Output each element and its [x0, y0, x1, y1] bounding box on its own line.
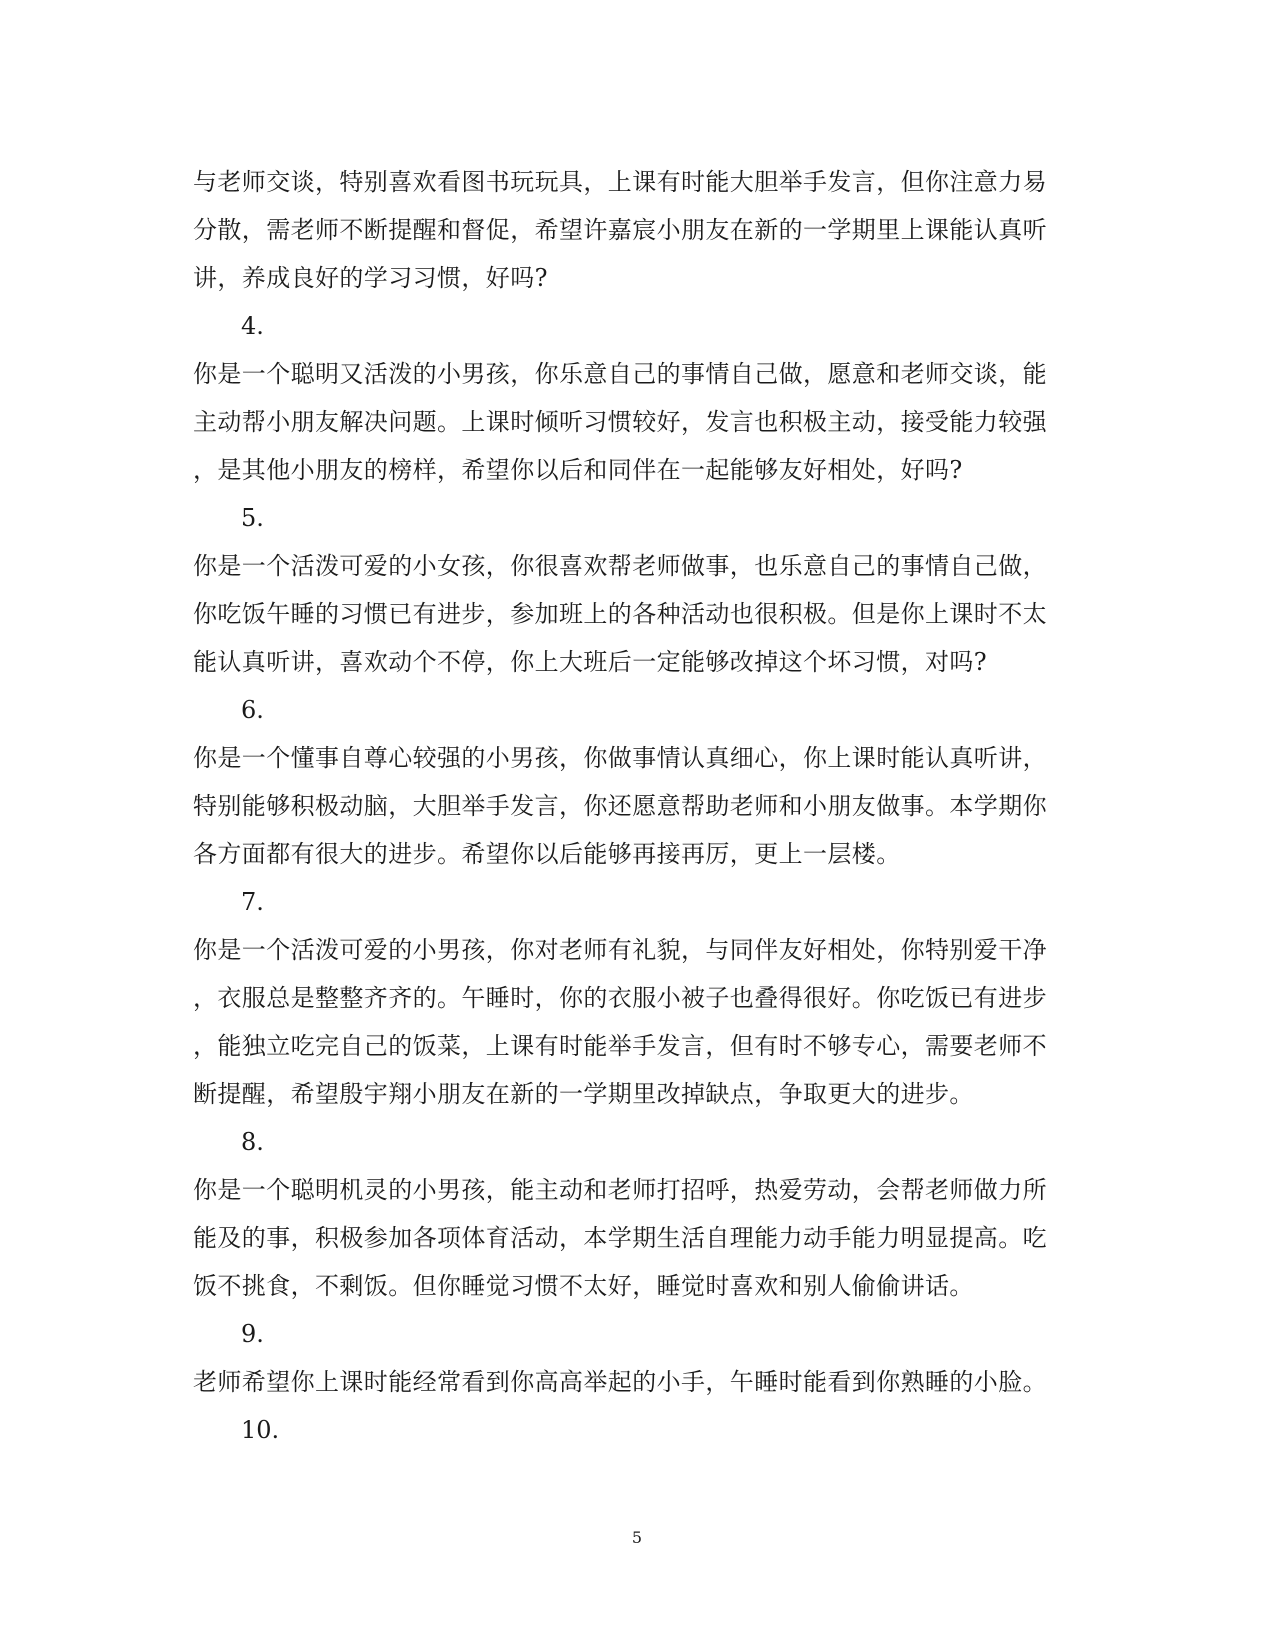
paragraph-line: ，能独立吃完自己的饭菜，上课有时能举手发言，但有时不够专心，需要老师不 [193, 1032, 1047, 1060]
item-number: 8. [241, 1128, 264, 1156]
item-number: 9. [241, 1320, 264, 1348]
paragraph-line: 你是一个懂事自尊心较强的小男孩，你做事情认真细心，你上课时能认真听讲， [193, 744, 1047, 772]
paragraph-line: 主动帮小朋友解决问题。上课时倾听习惯较好，发言也积极主动，接受能力较强 [193, 408, 1047, 436]
paragraph-line: 老师希望你上课时能经常看到你高高举起的小手，午睡时能看到你熟睡的小脸。 [193, 1368, 1047, 1396]
paragraph-line: 你是一个活泼可爱的小男孩，你对老师有礼貌，与同伴友好相处，你特别爱干净 [193, 936, 1047, 964]
paragraph-line: 你是一个活泼可爱的小女孩，你很喜欢帮老师做事，也乐意自己的事情自己做， [193, 552, 1047, 580]
paragraph-line: 断提醒，希望殷宇翔小朋友在新的一学期里改掉缺点，争取更大的进步。 [193, 1080, 974, 1108]
paragraph-line: 饭不挑食，不剩饭。但你睡觉习惯不太好，睡觉时喜欢和别人偷偷讲话。 [193, 1272, 974, 1300]
document-body [193, 158, 1073, 1454]
item-number: 4. [241, 312, 264, 340]
paragraph-line: 你是一个聪明机灵的小男孩，能主动和老师打招呼，热爱劳动，会帮老师做力所 [193, 1176, 1047, 1204]
paragraph-line: 能及的事，积极参加各项体育活动，本学期生活自理能力动手能力明显提高。吃 [193, 1224, 1047, 1252]
paragraph-line: 你吃饭午睡的习惯已有进步，参加班上的各种活动也很积极。但是你上课时不太 [193, 600, 1047, 628]
item-number: 10. [241, 1416, 280, 1444]
item-number: 7. [241, 888, 264, 916]
page-number: 5 [631, 1528, 643, 1547]
paragraph-line: 与老师交谈，特别喜欢看图书玩玩具，上课有时能大胆举手发言，但你注意力易 [193, 168, 1047, 196]
paragraph-line: 能认真听讲，喜欢动个不停，你上大班后一定能够改掉这个坏习惯，对吗? [193, 648, 988, 676]
item-number: 5. [241, 504, 264, 532]
paragraph-line: 分散，需老师不断提醒和督促，希望许嘉宸小朋友在新的一学期里上课能认真听 [193, 216, 1047, 244]
item-number: 6. [241, 696, 264, 724]
paragraph-line: 讲，养成良好的学习习惯，好吗? [193, 264, 548, 292]
paragraph-line: ，衣服总是整整齐齐的。午睡时，你的衣服小被子也叠得很好。你吃饭已有进步 [193, 984, 1047, 1012]
paragraph-line: ，是其他小朋友的榜样，希望你以后和同伴在一起能够友好相处，好吗? [193, 456, 963, 484]
paragraph-line: 你是一个聪明又活泼的小男孩，你乐意自己的事情自己做，愿意和老师交谈，能 [193, 360, 1047, 388]
paragraph-line: 各方面都有很大的进步。希望你以后能够再接再厉，更上一层楼。 [193, 840, 901, 868]
paragraph-line: 特别能够积极动脑，大胆举手发言，你还愿意帮助老师和小朋友做事。本学期你 [193, 792, 1047, 820]
